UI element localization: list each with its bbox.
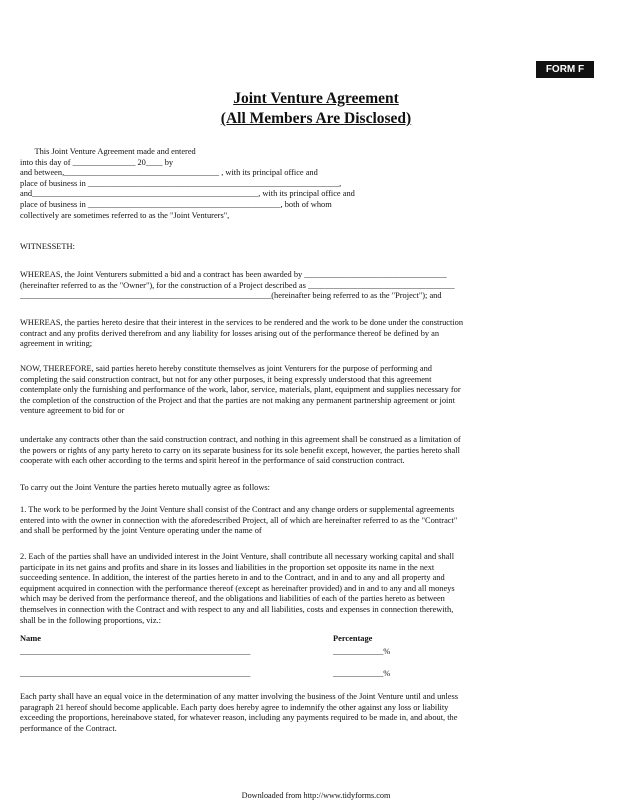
name-blank-2: _______________________________________________________ [20, 669, 251, 678]
text-line: which may be derived from the performance thereof, and the obligations and liabilities of each of the parties hereto as between [20, 594, 445, 604]
text-line: collectively are sometimes referred to as the "Joint Venturers", [20, 210, 230, 220]
closing-paragraph [20, 692, 610, 734]
text-line: themselves in connection with the Contract and with respect to any and all liabilities, costs and expenses in connection therewith, [20, 604, 454, 614]
text-line: 2. Each of the parties shall have an undivided interest in the Joint Venture, shall contribute all necessary working capital and shall [20, 552, 455, 561]
text-line: and shall be performed by the joint Venture operating under the name of [20, 526, 262, 536]
document-subtitle: (All Members Are Disclosed) [220, 110, 412, 127]
text-line: agreement in writing; [20, 339, 93, 349]
undertake-paragraph [20, 435, 610, 467]
text-line: undertake any contracts other than the said construction contract, and nothing in this agreement shall be construed as a limitation of [20, 435, 461, 444]
text-line: venture agreement to bid for or [20, 406, 125, 416]
name-blank-1: _______________________________________________________ [20, 647, 251, 656]
text-line: ____________________________________________________________(hereinafter being referred to as the "Project"); and [20, 291, 442, 301]
whereas-paragraph-1 [20, 270, 610, 302]
text-line: and______________________________________________________, with its principal office and [20, 189, 355, 199]
text-line: equipment acquired in connection with the performance thereof (except as hereinafter provided) and in and to any and all moneys [20, 583, 455, 593]
text-line: cooperate with each other according to the terms and spirit hereof in the performance of said construction contract. [20, 456, 405, 466]
text-line: Each party shall have an equal voice in the determination of any matter involving the business of the Joint Venture until and unless [20, 692, 459, 701]
footer-link[interactable]: http://www.tidyforms.com [303, 791, 391, 800]
whereas-paragraph-2 [20, 318, 610, 350]
text-line: place of business in ______________________________________________, both of whom [20, 199, 332, 209]
clause-1-paragraph [20, 505, 610, 537]
percentage-blank-2: ____________% [333, 669, 391, 678]
text-line: paragraph 21 hereof should become applicable. Each party does hereby agree to indemnify the other against any loss or liability [20, 702, 449, 712]
text-line: and between,_____________________________________ , with its principal office and [20, 168, 318, 178]
text-line: entered into with the owner in connection with the aforedescribed Project, all of which are hereinafter referred to as the "Contract" [20, 515, 458, 525]
text-line: exceeding the proportions, hereinabove stated, for whatever reason, including any payments required to be made in, and about, the [20, 713, 458, 723]
now-therefore-paragraph [20, 364, 610, 417]
text-line: contemplate only the furnishing and performance of the work, labor, service, materials, plant, equipment and supplies necessary for [20, 385, 461, 395]
text-line: 1. The work to be performed by the Joint Venture shall consist of the Contract and any change orders or supplemental agreements [20, 505, 455, 514]
text-line: (hereinafter referred to as the "Owner"), for the construction of a Project described as ___________________________________ [20, 280, 455, 290]
text-line: WHEREAS, the Joint Venturers submitted a bid and a contract has been awarded by __________________________________ [20, 270, 447, 279]
text-line: contract and any profits derived therefrom and any liability for losses arising out of the performance thereof be defined by an [20, 328, 440, 338]
intro-paragraph [20, 147, 610, 221]
footer [0, 791, 632, 800]
text-line: the powers or rights of any party hereto to carry on its separate business for its sole benefit except, however, the parties hereto shall [20, 445, 460, 455]
witnesseth-heading: WITNESSETH: [20, 242, 75, 251]
text-line: WHEREAS, the parties hereto desire that their interest in the services to be rendered and the work to be done under the construction [20, 318, 464, 327]
text-line: into this day of _______________ 20____ by [20, 157, 174, 167]
text-line: completing the said construction contract, but not for any other purposes, it being expressly understood that this agreement [20, 374, 432, 384]
text-line: participate in its net gains and profits and share in its losses and liabilities in the proportion set opposite its name in the next [20, 562, 435, 572]
footer-prefix: Downloaded from [241, 791, 304, 800]
text-line: This Joint Venture Agreement made and entered [20, 147, 196, 156]
name-column-header: Name [20, 634, 41, 643]
to-carry-out-line: To carry out the Joint Venture the parties hereto mutually agree as follows: [20, 483, 270, 492]
form-badge: FORM F [536, 61, 594, 78]
percentage-column-header: Percentage [333, 634, 373, 643]
text-line: the completion of the construction of the Project and that the parties are not making any permanent partnership agreement or joint [20, 395, 455, 405]
document-title: Joint Venture Agreement [233, 90, 399, 107]
text-line: place of business in ____________________________________________________________, [20, 178, 342, 188]
percentage-blank-1: ____________% [333, 647, 391, 656]
clause-2-paragraph [20, 552, 610, 626]
text-line: NOW, THEREFORE, said parties hereto hereby constitute themselves as joint Venturers for the purpose of performing and [20, 364, 432, 373]
text-line: performance of the Contract. [20, 723, 117, 733]
text-line: shall be in the following proportions, viz.: [20, 615, 161, 625]
text-line: succeeding sentence. In addition, the interest of the parties hereto in and to the Contract, and in and to any and all property and [20, 573, 445, 583]
